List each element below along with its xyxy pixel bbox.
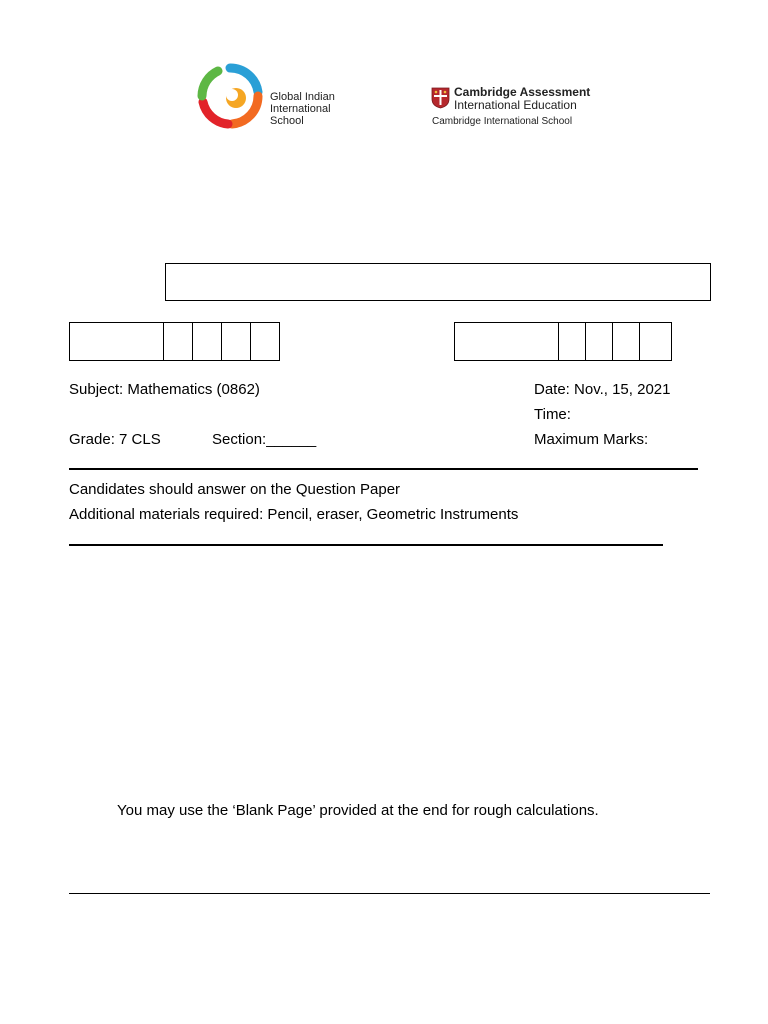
time-label: Time: [534,406,571,423]
subject-label: Subject: Mathematics (0862) [69,381,260,398]
cambridge-title: Cambridge Assessment [454,85,591,99]
school-logo-icon [196,62,264,130]
school-name-line-2: International [270,103,331,115]
date-label: Date: Nov., 15, 2021 [534,381,671,398]
divider-middle [69,544,663,546]
school-name-line-3: School [270,115,304,127]
max-marks-label: Maximum Marks: [534,431,649,448]
school-logo [196,62,346,132]
left-number-box-3[interactable] [193,322,222,361]
left-number-box-5[interactable] [251,322,280,361]
right-number-box-3[interactable] [586,322,613,361]
right-number-box-2[interactable] [559,322,586,361]
right-number-box-1[interactable] [454,322,559,361]
cambridge-school: Cambridge International School [432,116,573,127]
cambridge-logo [430,86,600,130]
instruction-line-1: Candidates should answer on the Question Paper [69,481,401,498]
left-number-box-1[interactable] [69,322,164,361]
left-number-box-4[interactable] [222,322,251,361]
right-number-box-4[interactable] [613,322,640,361]
left-number-box-2[interactable] [164,322,193,361]
cambridge-shield-icon [431,87,450,109]
name-box[interactable] [165,263,711,301]
instruction-line-2: Additional materials required: Pencil, eraser, Geometric Instruments [69,506,519,523]
school-name-line-1: Global Indian [270,91,335,103]
cambridge-subtitle: International Education [454,98,577,112]
section-label: Section:______ [212,431,317,448]
right-number-box-5[interactable] [640,322,672,361]
left-number-boxes[interactable] [69,322,280,361]
divider-bottom [69,893,710,894]
grade-label: Grade: 7 CLS [69,431,161,448]
rough-work-note: You may use the ‘Blank Page’ provided at the end for rough calculations. [117,802,599,819]
divider-top [69,468,698,470]
right-number-boxes[interactable] [454,322,672,361]
